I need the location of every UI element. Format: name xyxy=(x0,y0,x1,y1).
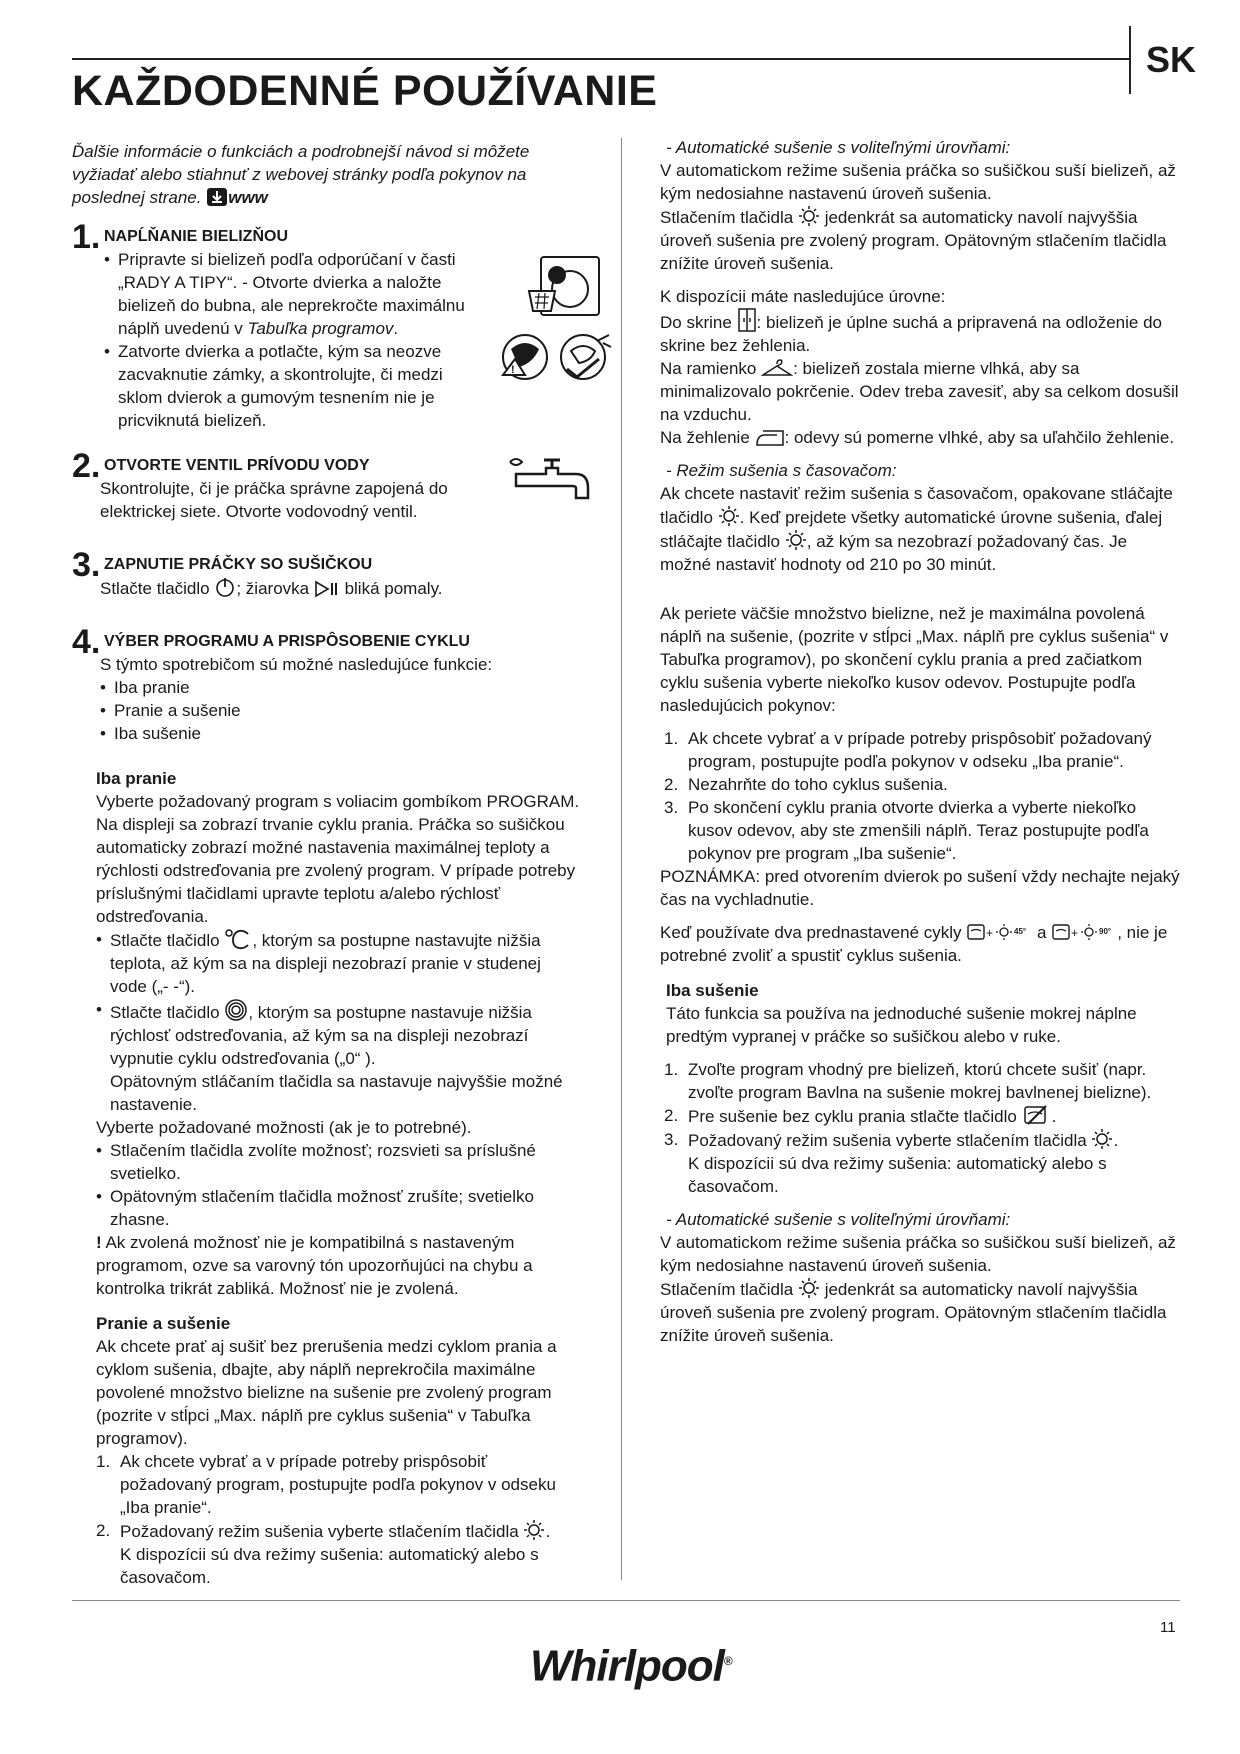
step-text: S týmto spotrebičom sú možné nasledujúce funkcie: xyxy=(100,655,493,674)
paragraph: Ak chcete nastaviť režim sušenia s časovačom, opakovane stláčajte tlačidlo . Keď prejdete všetky automatické úrovne sušenia, ďalej stláčajte tlačidlo , až kým sa nezobrazí požadovaný čas. Je možné nastaviť hodnoty od 210 po 30 minút. xyxy=(660,484,1173,574)
level-hanger: Na ramienko : bielizeň zostala mierne vlhká, aby sa minimalizovalo pokrčenie. Odev treba zavesiť, aby sa celkom dosušil na vzduchu. xyxy=(660,359,1179,424)
paragraph: Ak periete väčšie množstvo bielizne, než je maximálna povolená náplň na sušenie, (pozrite v stĺpci „Max. náplň pre cyklus sušenia“ v Tabuľka programov), po skončení cyklu prania a pred začiatkom cyklu sušenia vyberte niekoľko kusov odevov. Postupujte podľa nasledujúcich pokynov: xyxy=(660,604,1169,715)
iba-pranie-section xyxy=(96,767,581,1589)
dry-sun-icon xyxy=(523,1519,545,1541)
step-number: 2. xyxy=(72,447,101,485)
dry-only-icon xyxy=(1022,1104,1052,1126)
paragraph: V automatickom režime sušenia práčka so sušičkou suší bielizeň, až kým nedosiahne nastavenú úroveň sušenia. xyxy=(660,1233,1176,1275)
dry-sun-icon xyxy=(798,1277,820,1299)
list-item: 2. Nezahrňte do toho cyklus sušenia. xyxy=(664,775,948,794)
paragraph: Táto funkcia sa používa na jednoduché sušenie mokrej náplne predtým vypranej v práčke so sušičkou alebo v ruke. xyxy=(666,1004,1137,1046)
paragraph: Vyberte požadovaný program s voliacim gombíkom PROGRAM. Na displeji sa zobrazí trvanie cyklu prania. Práčka so sušičkou automaticky zobrazí možné nastavenia maximálnej teploty a rýchlosti odstreďovania pre zvolený program. V prípade potreby príslušnými tlačidlami upravte teplotu a/alebo rýchlosť odstreďovania. xyxy=(96,792,580,926)
list-item: 3. Po skončení cyklu prania otvorte dvierka a vyberte niekoľko kusov odevov, aby ste zmenšili náplň. Teraz postupujte podľa pokynov pre program „Iba sušenie“. xyxy=(664,798,1149,863)
footer-rule xyxy=(72,1600,1180,1601)
svg-text:+: + xyxy=(986,926,994,940)
list-item: • Pranie a sušenie xyxy=(100,699,592,722)
svg-text:!: ! xyxy=(511,364,515,376)
list-item: 1. Ak chcete vybrať a v prípade potreby prispôsobiť požadovaný program, postupujte podľa pokynov v odseku „Iba pranie“. xyxy=(664,729,1152,771)
paragraph: V automatickom režime sušenia práčka so sušičkou suší bielizeň, až kým nedosiahne nastavenú úroveň sušenia. xyxy=(660,161,1176,203)
load-laundry-icon xyxy=(527,253,607,319)
step-heading: VÝBER PROGRAMU A PRISPÔSOBENIE CYKLU xyxy=(104,633,470,650)
list-item: 1. Zvoľte program vhodný pre bielizeň, ktorú chcete sušiť (napr. zvoľte program Bavlna na sušenie mokrej bavlnenej bielizne). xyxy=(664,1060,1152,1102)
list-item: • Stlačte tlačidlo , ktorým sa postupne nastavujte nižšia teplota, až kým sa na displeji nezobrazí pranie v studenej vode („- -“). xyxy=(96,928,581,998)
list-item: • Zatvorte dvierka a potlačte, kým sa neozve zacvaknutie zámky, a skontrolujte, či medzi sklom dvierok a gumovým tesnením nie je pricviknutá bielizeň. xyxy=(104,340,469,432)
list-item: 1. Ak chcete vybrať a v prípade potreby prispôsobiť požadovaný program, postupujte podľa pokynov v odseku „Iba pranie“. xyxy=(96,1452,556,1517)
water-tap-icon xyxy=(506,454,596,510)
brand-logo: Whirlpool® xyxy=(530,1641,732,1691)
spin-icon xyxy=(224,998,248,1022)
close-door-icon xyxy=(497,329,617,385)
title-rule xyxy=(72,58,1130,60)
paragraph: Keď používate dva prednastavené cykly + 45° a + 90° , nie je potrebné zvoliť a spustiť cyklus sušenia. xyxy=(660,923,1168,965)
list-item: • Iba pranie xyxy=(100,676,592,699)
step-heading: ZAPNUTIE PRÁČKY SO SUŠIČKOU xyxy=(104,556,373,573)
warning-icon: ! xyxy=(96,1233,102,1252)
subsection-title: - Automatické sušenie s voliteľnými úrovňami: xyxy=(666,138,1011,157)
step-text: Stlačte tlačidlo ; žiarovka bliká pomaly. xyxy=(100,576,592,600)
iron-icon xyxy=(755,427,785,447)
www-label: www xyxy=(228,188,268,207)
wash-dry-45-icon xyxy=(966,922,1032,942)
section-heading: Iba pranie xyxy=(96,769,177,788)
download-icon xyxy=(206,187,228,207)
step-3 xyxy=(72,546,592,600)
step-number: 1. xyxy=(72,218,101,256)
header-divider xyxy=(1129,26,1131,94)
paragraph: Ak chcete prať aj sušiť bez prerušenia medzi cyklom prania a cyklom sušenia, dbajte, aby náplň neprekročila maximálne povolené množstvo bielizne na sušenie pre zvolený program (pozrite v stĺpci „Max. náplň pre cyklus sušenia“ v Tabuľka programov). xyxy=(96,1337,557,1448)
level-iron: Na žehlenie : odevy sú pomerne vlhké, aby sa uľahčilo žehlenie. xyxy=(660,428,1175,447)
wash-dry-90-icon xyxy=(1051,922,1117,942)
power-icon xyxy=(214,576,236,598)
svg-text:+: + xyxy=(1071,926,1079,940)
section-heading: Iba sušenie xyxy=(666,981,759,1000)
list-item: 2. Požadovaný režim sušenia vyberte stlačením tlačidla . K dispozícii sú dva režimy sušenia: automatický alebo s časovačom. xyxy=(96,1521,551,1587)
dry-sun-icon xyxy=(718,505,740,527)
intro-text: Ďalšie informácie o funkciách a podrobnejší návod si môžete vyžiadať alebo stiahnuť z webovej stránky podľa pokynov na poslednej strane. www xyxy=(72,142,530,207)
level-cupboard: Do skrine : bielizeň je úplne suchá a pripravená na odloženie do skrine bez žehlenia. xyxy=(660,308,1180,357)
subsection-title: - Režim sušenia s časovačom: xyxy=(666,461,897,480)
subsection-title: - Automatické sušenie s voliteľnými úrovňami: xyxy=(666,1210,1011,1229)
step-number: 4. xyxy=(72,623,101,661)
step-heading: NAPĹŇANIE BIELIZŇOU xyxy=(104,228,288,245)
dry-sun-icon xyxy=(1091,1128,1113,1150)
column-divider xyxy=(621,138,622,1580)
list-item: • Pripravte si bielizeň podľa odporúčaní v časti „RADY A TIPY“. - Otvorte dvierka a naložte bielizeň do bubna, ale neprekročte maximálnu náplň uvedenú v Tabuľka programov. xyxy=(104,248,469,340)
warning-text: ! Ak zvolená možnosť nie je kompatibilná s nastaveným programom, ozve sa varovný tón upozorňujúci na chybu a kontrolka trikrát zabliká. Možnosť nie je zvolená. xyxy=(96,1233,533,1298)
left-column xyxy=(72,140,592,1589)
paragraph: K dispozícii máte nasledujúce úrovne: xyxy=(660,287,946,306)
list-item: 3. Požadovaný režim sušenia vyberte stlačením tlačidla . K dispozícii sú dva režimy sušenia: automatický alebo s časovačom. xyxy=(664,1130,1119,1196)
list-item: • Opätovným stlačením tlačidla možnosť zrušíte; svetielko zhasne. xyxy=(96,1185,581,1231)
svg-text:45°: 45° xyxy=(1014,927,1027,936)
hanger-icon xyxy=(761,358,793,378)
list-item: 2. Pre sušenie bez cyklu prania stlačte tlačidlo . xyxy=(664,1106,1057,1126)
svg-text:90°: 90° xyxy=(1099,927,1112,936)
list-item: • Stlačením tlačidla zvolíte možnosť; rozsvieti sa príslušné svetielko. xyxy=(96,1139,581,1185)
cupboard-icon xyxy=(737,308,757,332)
dry-sun-icon xyxy=(785,529,807,551)
step-number: 3. xyxy=(72,546,101,584)
dry-sun-icon xyxy=(798,205,820,227)
right-column xyxy=(660,136,1180,1347)
step-1 xyxy=(72,218,592,432)
paragraph: Stlačením tlačidla jedenkrát sa automaticky navolí najvyššia úroveň sušenia pre zvolený program. Opätovným stlačením tlačidla znížite úroveň sušenia. xyxy=(660,1277,1180,1347)
temperature-icon xyxy=(224,928,252,950)
start-pause-icon xyxy=(314,580,340,598)
list-item: • Iba sušenie xyxy=(100,722,592,745)
step-2 xyxy=(72,447,592,523)
section-heading: Pranie a sušenie xyxy=(96,1314,231,1333)
paragraph: Stlačením tlačidla jedenkrát sa automaticky navolí najvyššia úroveň sušenia pre zvolený program. Opätovným stlačením tlačidla znížite úroveň sušenia. xyxy=(660,205,1180,275)
note-text: POZNÁMKA: pred otvorením dvierok po sušení vždy nechajte nejaký čas na vychladnutie. xyxy=(660,867,1180,909)
step-4 xyxy=(72,623,592,745)
step-text: Skontrolujte, či je práčka správne zapojená do elektrickej siete. Otvorte vodovodný ventil. xyxy=(100,479,448,521)
list-item: • Stlačte tlačidlo , ktorým sa postupne nastavuje nižšia rýchlosť odstreďovania, až kým sa na displeji nezobrazí vypnutie cyklu odstreďovania („0“ ). Opätovným stláčaním tlačidla sa nastavuje najvyššie možné nastavenie. xyxy=(96,998,581,1116)
page-number: 11 xyxy=(1160,1619,1176,1636)
paragraph: Vyberte požadované možnosti (ak je to potrebné). xyxy=(96,1118,472,1137)
step-heading: OTVORTE VENTIL PRÍVODU VODY xyxy=(104,457,370,474)
language-code: SK xyxy=(1146,39,1197,80)
page-title: KAŽDODENNÉ POUŽÍVANIE xyxy=(72,67,658,115)
